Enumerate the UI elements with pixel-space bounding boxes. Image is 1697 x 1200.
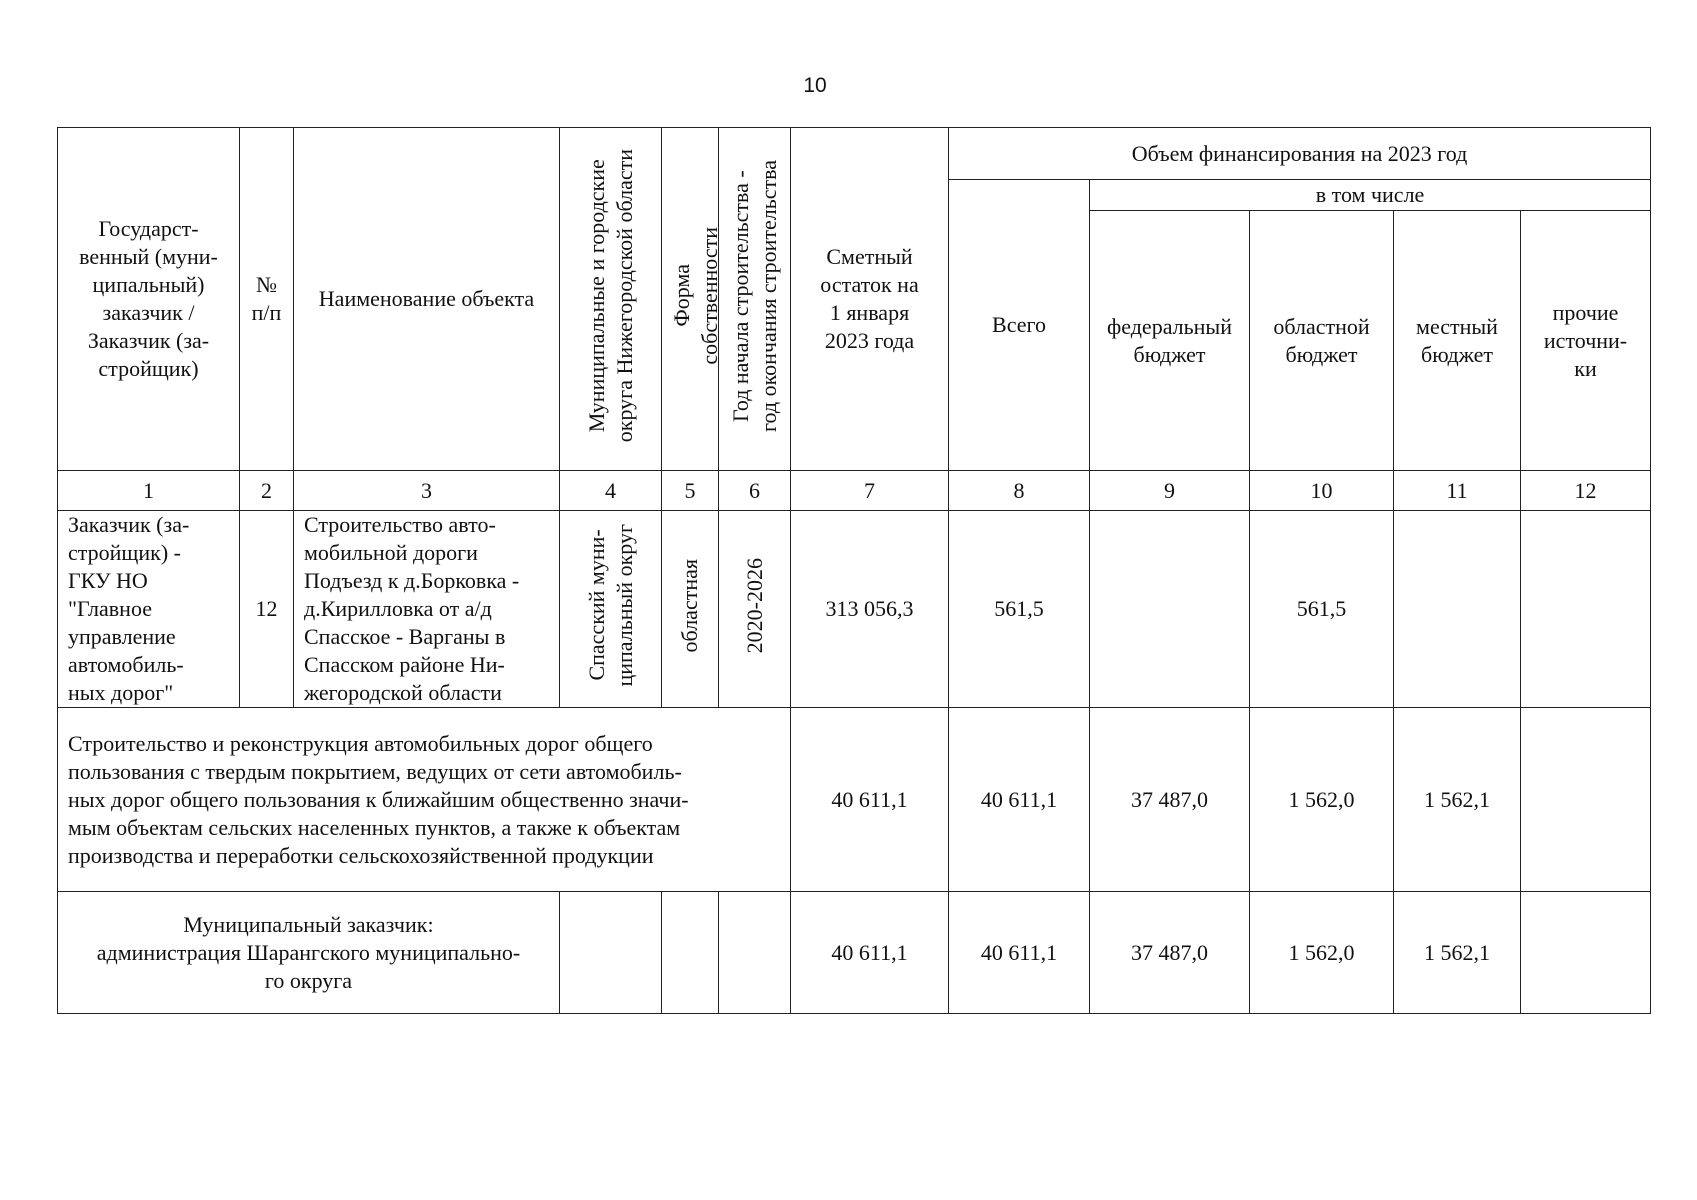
object-number: 12: [240, 511, 294, 708]
column-number: 11: [1394, 471, 1521, 511]
header-district: Муниципальные и городские округа Нижегородской области: [560, 128, 662, 471]
object-balance: 313 056,3: [791, 511, 949, 708]
section-title: Строительство и реконструкция автомобильных дорог общего пользования с твердым покрытием, ведущих от сети автомобиль- ных дорог общего пользования к ближайшим общественно значи- мым объектам сельских населенных пунктов, а также к объектам производства и переработки сельскохозяйственной продукции: [58, 708, 791, 892]
municipal-local: 1 562,1: [1394, 892, 1521, 1014]
municipal-empty-cell: [719, 892, 791, 1014]
column-number: 1: [58, 471, 240, 511]
object-total: 561,5: [949, 511, 1090, 708]
header-other: прочие источни- ки: [1521, 211, 1651, 471]
municipal-regional: 1 562,0: [1250, 892, 1394, 1014]
section-other: [1521, 708, 1651, 892]
object-name: Строительство авто- мобильной дороги Подъезд к д.Борковка - д.Кирилловка от а/д Спасское - Варганы в Спасском районе Ни- жегородской области: [294, 511, 560, 708]
municipal-title: Муниципальный заказчик: администрация Шарангского муниципально- го округа: [58, 892, 560, 1014]
header-federal: федеральный бюджет: [1090, 211, 1250, 471]
header-years: Год начала строительства - год окончания строительства: [719, 128, 791, 471]
municipal-empty-cell: [560, 892, 662, 1014]
column-number: 7: [791, 471, 949, 511]
section-federal: 37 487,0: [1090, 708, 1250, 892]
column-number: 2: [240, 471, 294, 511]
object-ownership: областная: [662, 511, 719, 708]
object-federal: [1090, 511, 1250, 708]
municipal-balance: 40 611,1: [791, 892, 949, 1014]
column-numbers-row: [58, 471, 1651, 511]
section-local: 1 562,1: [1394, 708, 1521, 892]
table-row-section: [58, 708, 1651, 892]
column-number: 3: [294, 471, 560, 511]
municipal-empty-cell: [662, 892, 719, 1014]
section-regional: 1 562,0: [1250, 708, 1394, 892]
header-balance: Сметный остаток на 1 января 2023 года: [791, 128, 949, 471]
header-object-name: Наименование объекта: [294, 128, 560, 471]
header-ownership: Форма собственности: [662, 128, 719, 471]
page-number: 10: [803, 74, 827, 97]
section-balance: 40 611,1: [791, 708, 949, 892]
object-district: Спасский муни- ципальный округ: [560, 511, 662, 708]
column-number: 6: [719, 471, 791, 511]
object-local: [1394, 511, 1521, 708]
financing-table: [57, 127, 1651, 1014]
object-other: [1521, 511, 1651, 708]
municipal-other: [1521, 892, 1651, 1014]
municipal-total: 40 611,1: [949, 892, 1090, 1014]
header-customer: Государст- венный (муни- ципальный) заказчик / Заказчик (за- стройщик): [58, 128, 240, 471]
column-number: 8: [949, 471, 1090, 511]
column-number: 12: [1521, 471, 1651, 511]
header-funding-title: Объем финансирования на 2023 год: [949, 128, 1651, 180]
table-row-municipal: [58, 892, 1651, 1014]
header-regional: областной бюджет: [1250, 211, 1394, 471]
section-total: 40 611,1: [949, 708, 1090, 892]
header-including: в том числе: [1090, 180, 1651, 211]
municipal-federal: 37 487,0: [1090, 892, 1250, 1014]
header-local: местный бюджет: [1394, 211, 1521, 471]
column-number: 10: [1250, 471, 1394, 511]
header-total: Всего: [949, 180, 1090, 471]
table-row-object: [58, 511, 1651, 708]
column-number: 4: [560, 471, 662, 511]
header-number: № п/п: [240, 128, 294, 471]
object-customer: Заказчик (за- стройщик) - ГКУ НО "Главное управление автомобиль- ных дорог": [58, 511, 240, 708]
object-years: 2020-2026: [719, 511, 791, 708]
column-number: 5: [662, 471, 719, 511]
object-regional: 561,5: [1250, 511, 1394, 708]
column-number: 9: [1090, 471, 1250, 511]
